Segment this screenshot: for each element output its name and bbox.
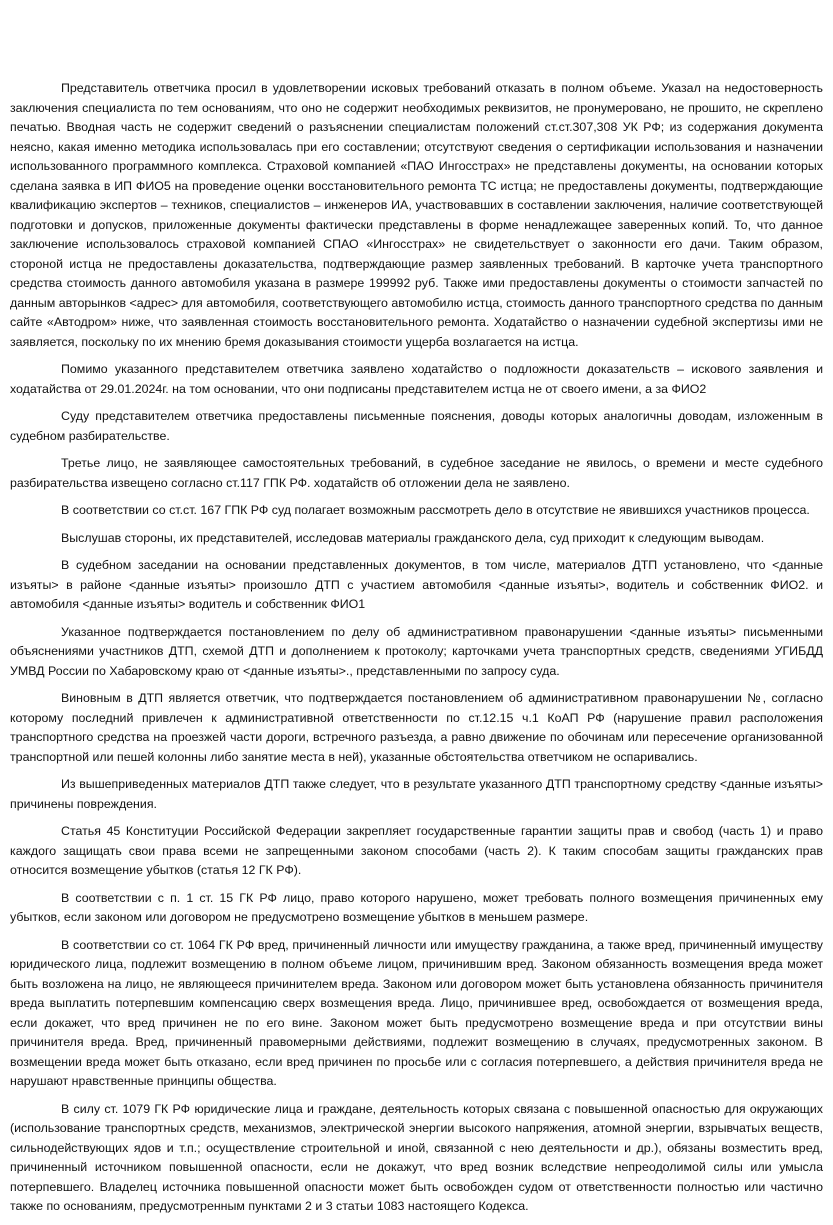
paragraph-2: Помимо указанного представителем ответчика заявлено ходатайство о подложности доказательств – искового заявления и ходатайства от 29.01.2024г. на том основании, что они подписаны представителем истца не от своего имени, а за ФИО2 — [10, 362, 823, 396]
paragraph-8: Указанное подтверждается постановлением по делу об административном правонарушении <данные изъяты> письменными объяснениями участников ДТП, схемой ДТП и дополнением к протоколу; карточками учета транспортных средств, сведениями УГИБДД УМВД России по Хабаровскому краю от <данные изъяты>., представленными по запросу суда. — [10, 624, 823, 678]
paragraph-5: В соответствии со ст.ст. 167 ГПК РФ суд полагает возможным рассмотреть дело в отсутствие не явившихся участников процесса. — [61, 503, 810, 517]
paragraph-10: Из вышеприведенных материалов ДТП также следует, что в результате указанного ДТП транспортному средству <данные изъяты> причинены повреждения. — [10, 777, 823, 811]
paragraph-6: Выслушав стороны, их представителей, исследовав материалы гражданского дела, суд приходит к следующим выводам. — [61, 530, 765, 545]
paragraph-13: В соответствии со ст. 1064 ГК РФ вред, причиненный личности или имуществу гражданина, а также вред, причиненный имуществу юридического лица, подлежит возмещению в полном объеме лицом, причинившим вред. Законом обязанность возмещения вреда может быть возложена на лицо, не являющееся причинителем вреда. Законом или договором может быть установлена обязанность причинителя вреда выплатить потерпевшим компенсацию сверх возмещения вреда. Лицо, причинившее вред, освобождается от возмещения вреда, если докажет, что вред причинен не по его вине. Законом может быть предусмотрено возмещение вреда и при отсутствии вины причинителя вреда. Вред, причиненный правомерными действиями, подлежит возмещению в случаях, предусмотренных законом. В возмещении вреда может быть отказано, если вред причинен по просьбе или с согласия потерпевшего, а действия причинителя вреда не нарушают нравственные принципы общества. — [10, 937, 823, 1088]
paragraph-12: В соответствии с п. 1 ст. 15 ГК РФ лицо, право которого нарушено, может требовать полного возмещения причиненных ему убытков, если законом или договором не предусмотрено возмещение убытков в меньшем размере. — [10, 890, 823, 924]
paragraph-4: Третье лицо, не заявляющее самостоятельных требований, в судебное заседание не явилось, о времени и месте судебного разбирательства извещено согласно ст.117 ГПК РФ. ходатайств об отложении дела не заявлено. — [10, 456, 823, 490]
paragraph-11: Статья 45 Конституции Российской Федерации закрепляет государственные гарантии защиты прав и свобод (часть 1) и право каждого защищать свои права всеми не запрещенными законом способами (часть 2). К таким способам защиты гражданских прав относится возмещение убытков (статья 12 ГК РФ). — [10, 824, 823, 877]
document-page — [10, 79, 823, 1225]
paragraph-3: Суду представителем ответчика предоставлены письменные пояснения, доводы которых аналогичны доводам, изложенным в судебном разбирательстве. — [10, 409, 823, 443]
paragraph-1: Представитель ответчика просил в удовлетворении исковых требований отказать в полном объеме. Указал на недостоверность заключения специалиста по тем основаниям, что оно не содержит необходимых реквизитов, не пронумеровано, не прошито, не скреплено печатью. Вводная часть не содержит сведений о разъяснении специалистам положений ст.ст.307,308 УК РФ; из содержания документа неясно, какая именно методика использовалась при его составлении; отсутствуют сведения о сертификации использования и назначении использованного программного комплекса. Страховой компанией «ПАО Ингосстрах» не представлены документы, на основании которых сделана заявка в ИП ФИО5 на проведение оценки восстановительного ремонта ТС истца; не предоставлены документы, подтверждающие квалификацию экспертов – техников, специалистов – инженеров ИА, участвовавших в составлении заключения, наличие соответствующей подготовки и допусков, приложенные документы фактически представлены в форме ненадлежащее заверенных копий. То, что данное заключение использовалось страховой компанией СПАО «Ингосстрах» не свидетельствует о законности его дачи. Таким образом, стороной истца не предоставлены доказательства, подтверждающие размер заявленных требований. В карточке учета транспортного средства стоимость данного автомобиля указана в размере 199992 руб. Также ими предоставлены документы о стоимости запчастей по данным авторынков <адрес> для автомобиля, соответствующего автомобилю истца, стоимость данного транспортного средства по данным сайте «Автодром» ниже, что заявленная стоимость восстановительного ремонта. Ходатайство о назначении судебной экспертизы ими не заявляется, поскольку по их мнению бремя доказывания стоимости ущерба возлагается на истца. — [10, 81, 823, 349]
paragraph-7: В судебном заседании на основании представленных документов, в том числе, материалов ДТП установлено, что <данные изъяты> в районе <данные изъяты> произошло ДТП с участием автомобиля <данные изъяты>, водитель и собственник ФИО2. и автомобиля <данные изъяты> водитель и собственник ФИО1 — [10, 558, 823, 611]
paragraph-9: Виновным в ДТП является ответчик, что подтверждается постановлением об административном правонарушении №, согласно которому последний привлечен к административной ответственности по ст.12.15 ч.1 КоАП РФ (нарушение правил расположения транспортного средства на проезжей части дороги, встречного разъезда, а равно движение по обочинам или пересечение организованной транспортной или пешей колонны либо занятие места в ней), указанные обстоятельства ответчиком не оспаривались. — [10, 691, 823, 764]
paragraph-14: В силу ст. 1079 ГК РФ юридические лица и граждане, деятельность которых связана с повышенной опасностью для окружающих (использование транспортных средств, механизмов, электрической энергии высокого напряжения, атомной энергии, взрывчатых веществ, сильнодействующих ядов и т.п.; осуществление строительной и иной, связанной с нею деятельности и др.), обязаны возместить вред, причиненный источником повышенной опасности, если не докажут, что вред возник вследствие непреодолимой силы или умысла потерпевшего. Владелец источника повышенной опасности может быть освобожден судом от ответственности полностью или частично также по основаниям, предусмотренным пунктами 2 и 3 статьи 1083 настоящего Кодекса. — [10, 1101, 823, 1213]
